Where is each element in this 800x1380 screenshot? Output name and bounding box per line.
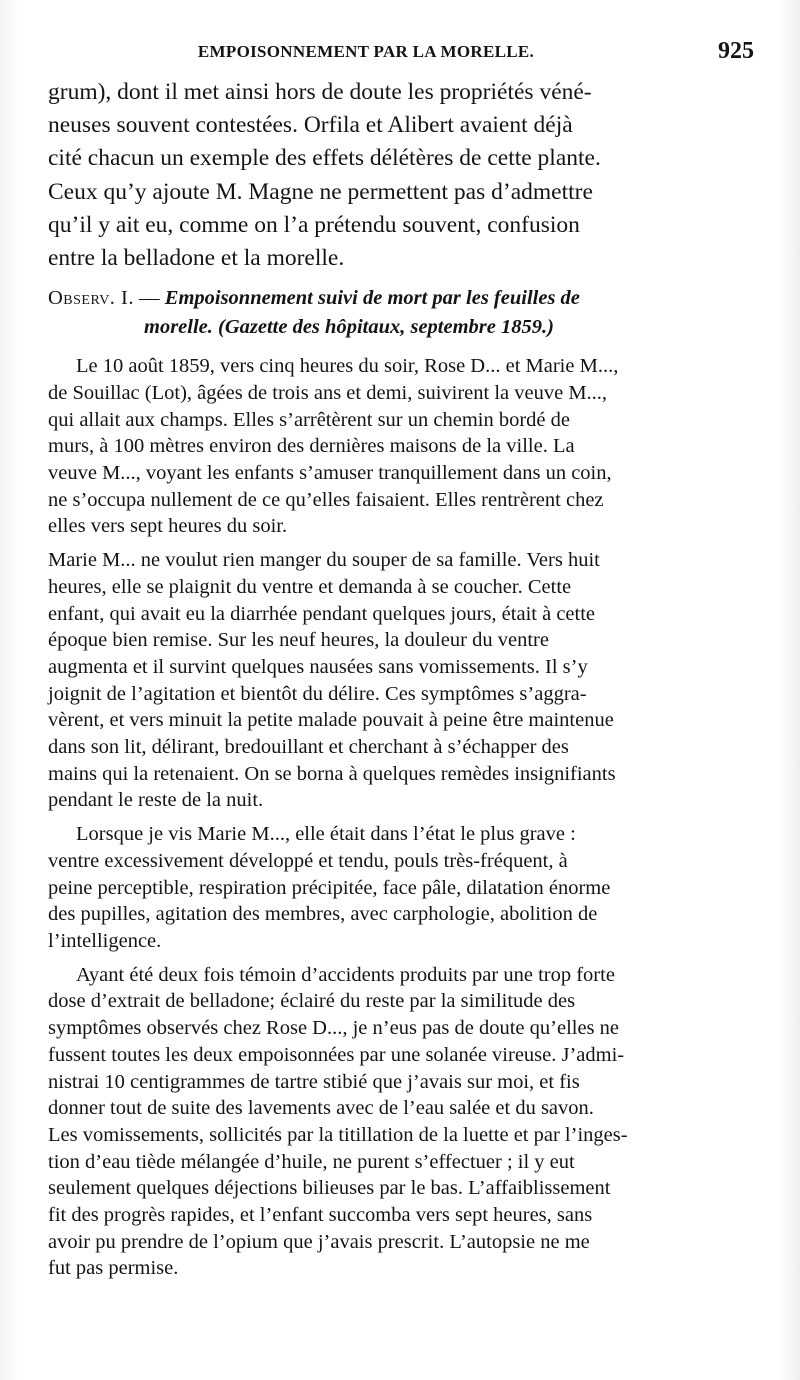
- text-block: [48, 76, 754, 1282]
- paragraph-4: [48, 962, 754, 1282]
- running-head: [48, 38, 754, 72]
- text-line: Les vomissements, sollicités par la titillation de la luette et par l’inges-: [48, 1123, 628, 1146]
- text-line: Ceux qu’y ajoute M. Magne ne permettent pas d’admettre: [48, 178, 593, 205]
- observation-title: Empoisonnement suivi de mort par les feuilles de: [164, 287, 580, 310]
- text-line: vèrent, et vers minuit la petite malade pouvait à peine être maintenue: [48, 709, 614, 732]
- text-line: entre la belladone et la morelle.: [48, 245, 345, 272]
- text-line: Ayant été deux fois témoin d’accidents produits par une trop forte: [76, 963, 615, 986]
- text-line: tion d’eau tiède mélangée d’huile, ne purent s’effectuer ; il y eut: [48, 1150, 575, 1173]
- text-line: grum), dont il met ainsi hors de doute les propriétés véné-: [48, 79, 592, 105]
- observation-heading-line: [48, 284, 754, 313]
- text-line: neuses souvent contestées. Orfila et Alibert avaient déjà: [48, 112, 573, 139]
- text-line: avoir pu prendre de l’opium que j’avais prescrit. L’autopsie ne me: [48, 1230, 590, 1253]
- text-line: fit des progrès rapides, et l’enfant succomba vers sept heures, sans: [48, 1204, 593, 1227]
- text-line: de Souillac (Lot), âgées de trois ans et demi, suivirent la veuve M...,: [48, 381, 608, 404]
- paragraph-2: [48, 547, 754, 814]
- text-line: cité chacun un exemple des effets délétères de cette plante.: [48, 145, 601, 172]
- observation-title-cont: morelle. (Gazette des hôpitaux, septembre 1859.): [144, 315, 554, 338]
- text-line: dans son lit, délirant, bredouillant et cherchant à s’échapper des: [48, 736, 569, 759]
- text-line: veuve M..., voyant les enfants s’amuser tranquillement dans un coin,: [48, 462, 612, 485]
- text-line: Le 10 août 1859, vers cinq heures du soir, Rose D... et Marie M...,: [76, 355, 619, 378]
- text-line: pendant le reste de la nuit.: [48, 789, 264, 812]
- observation-heading: [48, 284, 754, 341]
- text-line: époque bien remise. Sur les neuf heures, la douleur du ventre: [48, 629, 549, 652]
- text-line: ventre excessivement développé et tendu, pouls très-fréquent, à: [48, 849, 568, 872]
- text-line: dose d’extrait de belladone; éclairé du reste par la similitude des: [48, 990, 576, 1013]
- text-line: qui allait aux champs. Elles s’arrêtèrent sur un chemin bordé de: [48, 408, 570, 431]
- text-line: donner tout de suite des lavements avec de l’eau salée et du savon.: [48, 1097, 594, 1120]
- running-title: EMPOISONNEMENT PAR LA MORELLE.: [197, 42, 535, 61]
- text-line: ne s’occupa nullement de ce qu’elles faisaient. Elles rentrèrent chez: [48, 488, 604, 511]
- text-line: des pupilles, agitation des membres, avec carphologie, abolition de: [48, 903, 598, 926]
- text-line: fut pas permise.: [48, 1257, 179, 1280]
- text-line: heures, elle se plaignit du ventre et demanda à se coucher. Cette: [48, 575, 572, 598]
- text-line: symptômes observés chez Rose D..., je n’eus pas de doute qu’elles ne: [48, 1017, 620, 1040]
- observation-label: Observ. I.: [48, 287, 135, 310]
- page-number: 925: [718, 38, 754, 64]
- text-line: augmenta et il survint quelques nausées sans vomissements. Il s’y: [48, 655, 588, 678]
- intro-paragraph: [48, 76, 754, 275]
- text-line: seulement quelques déjections bilieuses par le bas. L’affaiblissement: [48, 1177, 611, 1200]
- paragraph-1: [48, 353, 754, 540]
- text-line: Lorsque je vis Marie M..., elle était dans l’état le plus grave :: [76, 823, 576, 846]
- observation-dash: —: [134, 287, 165, 310]
- text-line: Marie M... ne voulut rien manger du souper de sa famille. Vers huit: [48, 549, 600, 572]
- text-line: enfant, qui avait eu la diarrhée pendant quelques jours, était à cette: [48, 602, 596, 625]
- text-line: peine perceptible, respiration précipitée, face pâle, dilatation énorme: [48, 876, 611, 899]
- text-line: mains qui la retenaient. On se borna à quelques remèdes insignifiants: [48, 762, 616, 785]
- text-line: murs, à 100 mètres environ des dernières maisons de la ville. La: [48, 435, 575, 458]
- text-line: nistrai 10 centigrammes de tartre stibié que j’avais sur moi, et fis: [48, 1070, 580, 1093]
- text-line: joignit de l’agitation et bientôt du délire. Ces symptômes s’aggra-: [48, 682, 587, 705]
- text-line: fussent toutes les deux empoisonnées par une solanée vireuse. J’admi-: [48, 1043, 625, 1066]
- paragraph-3: [48, 821, 754, 955]
- text-line: elles vers sept heures du soir.: [48, 515, 288, 538]
- text-line: l’intelligence.: [48, 929, 162, 952]
- text-line: qu’il y ait eu, comme on l’a prétendu souvent, confusion: [48, 211, 580, 238]
